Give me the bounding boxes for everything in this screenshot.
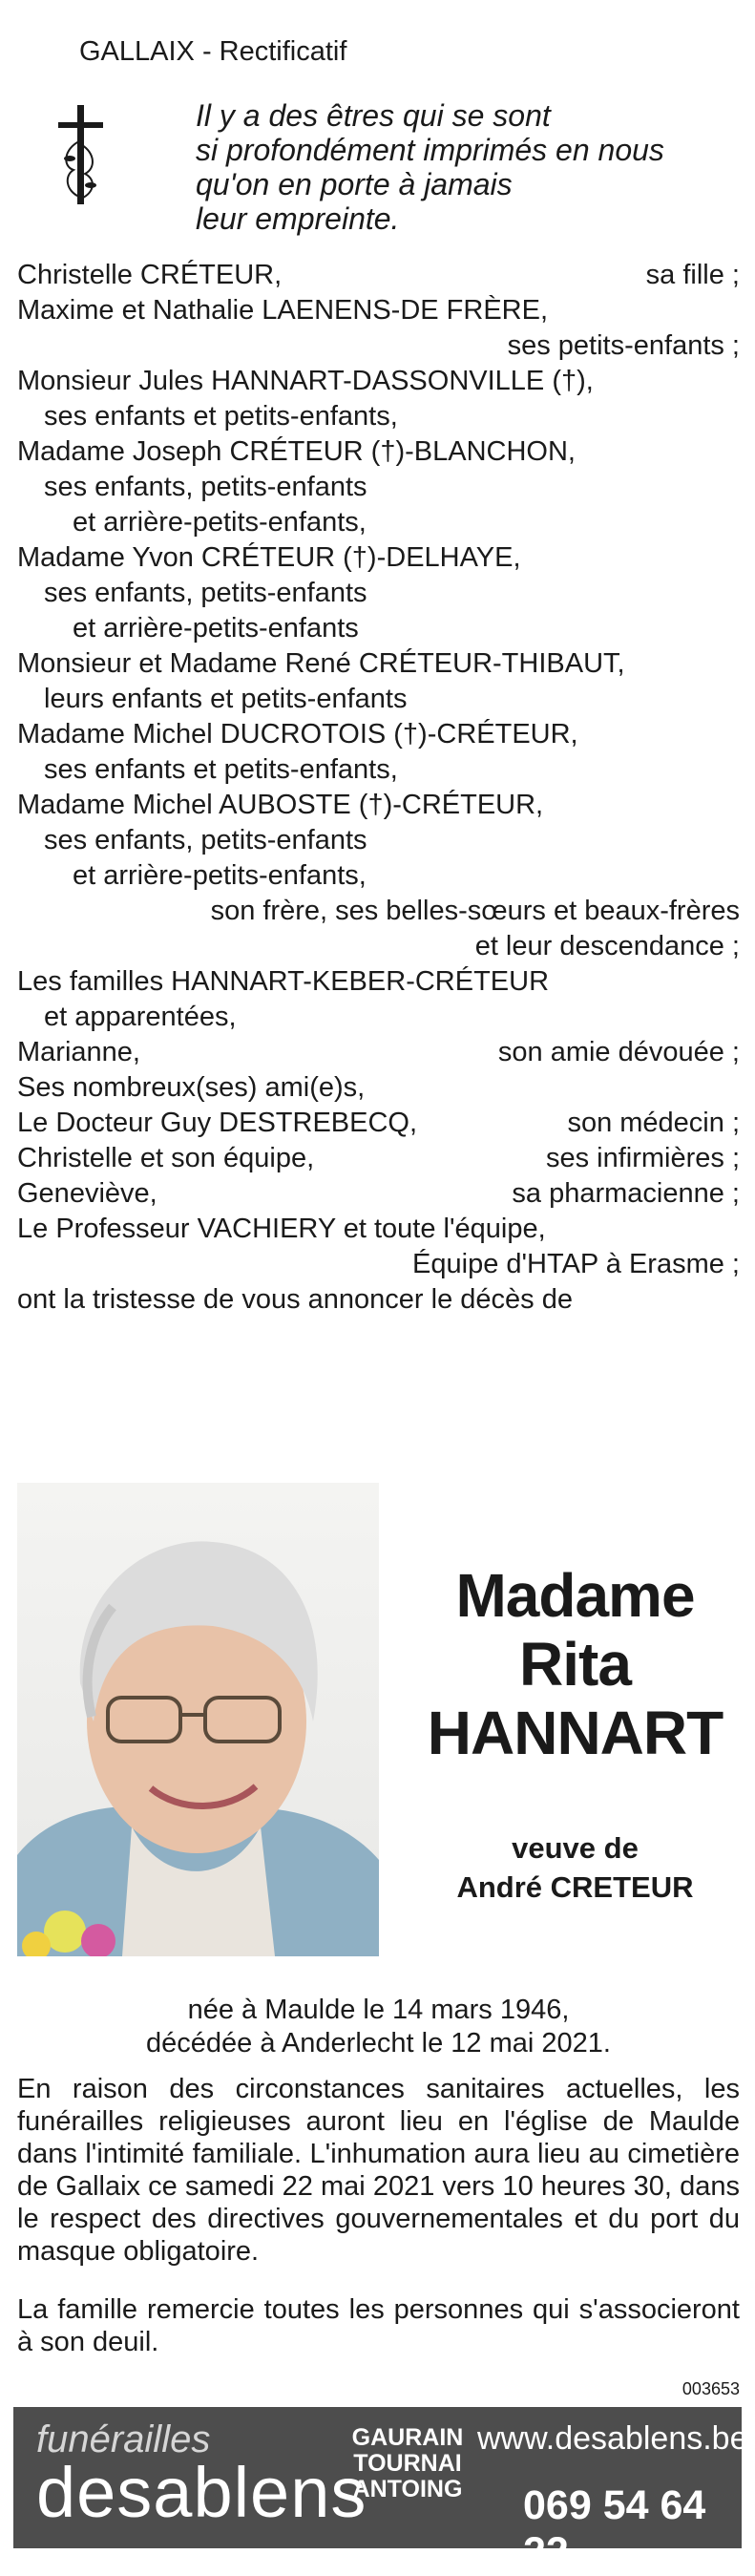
town-gaurain: GAURAIN (351, 2424, 464, 2451)
family-line (17, 1035, 740, 1070)
family-name: ont la tristesse de vous annoncer le décès de (17, 1284, 573, 1315)
footer-brand: desablens (36, 2453, 367, 2532)
family-line (17, 717, 740, 752)
family-name: Monsieur Jules HANNART-DASSONVILLE (†), (17, 366, 594, 396)
widow-of (410, 1828, 740, 1907)
family-name: Geneviève, (17, 1178, 157, 1209)
family-line (17, 964, 740, 1000)
epitaph-quote (196, 98, 730, 236)
family-line (17, 611, 740, 646)
family-line (17, 1141, 740, 1176)
family-line (17, 1000, 740, 1035)
family-name: Le Professeur VACHIERY et toute l'équipe, (17, 1214, 546, 1244)
family-name: leurs enfants et petits-enfants (44, 684, 408, 714)
family-line (17, 434, 740, 470)
family-line (17, 1070, 740, 1106)
family-name: Le Docteur Guy DESTREBECQ, (17, 1108, 418, 1138)
quote-line: Il y a des êtres qui se sont (196, 98, 551, 133)
family-line (17, 328, 740, 364)
family-line (17, 1106, 740, 1141)
name-title: Madame (455, 1561, 695, 1630)
family-relation: sa pharmacienne ; (512, 1178, 740, 1209)
family-line (17, 752, 740, 788)
family-name: Marianne, (17, 1037, 140, 1067)
birth-date: née à Maulde le 14 mars 1946, (187, 1995, 570, 2025)
town-tournai: TOURNAI (353, 2450, 462, 2477)
family-line (17, 470, 740, 505)
family-name: Les familles HANNART-KEBER-CRÉTEUR (17, 966, 550, 997)
family-name: ses enfants, petits-enfants (44, 472, 367, 502)
footer-website[interactable]: www.desablens.be (477, 2420, 748, 2457)
family-name: et arrière-petits-enfants, (73, 507, 367, 538)
family-relation: son médecin ; (567, 1108, 740, 1138)
family-name: Christelle CRÉTEUR, (17, 260, 283, 290)
last-name: HANNART (427, 1699, 724, 1767)
family-line (17, 646, 740, 682)
family-name: ses enfants et petits-enfants, (44, 754, 398, 785)
family-line (17, 682, 740, 717)
family-name: Maxime et Nathalie LAENENS-DE FRÈRE, (17, 295, 548, 326)
family-line (17, 788, 740, 823)
thanks-paragraph: La famille remercie toutes les personnes qui s'associeront à son deuil. (17, 2294, 740, 2357)
family-line (17, 364, 740, 399)
funeral-details: En raison des circonstances sanitaires actuelles, les funérailles religieuses auront lieu en l'église de Maulde dans l'intimité familiale. L'inhumation aura lieu au cimetière de Gallaix ce samedi 22 mai 2021 vers 10 heures 30, dans le respect des directives gouvernementales et du port du masque obligatoire. (17, 2074, 740, 2267)
family-line (17, 823, 740, 858)
family-line (17, 505, 740, 540)
family-relation: ses petits-enfants ; (507, 330, 740, 361)
family-line (17, 858, 740, 894)
family-name: et arrière-petits-enfants (73, 613, 359, 644)
family-relation: et leur descendance ; (474, 931, 740, 961)
family-name: et apparentées, (44, 1002, 237, 1032)
family-relation: son frère, ses belles-sœurs et beaux-frères (210, 896, 740, 926)
family-line (17, 1247, 740, 1282)
family-name: Madame Michel AUBOSTE (†)-CRÉTEUR, (17, 790, 544, 820)
family-line (17, 929, 740, 964)
spouse-name: André CRETEUR (456, 1870, 694, 1904)
widow-label: veuve de (512, 1831, 639, 1865)
quote-line: si profondément imprimés en nous (196, 133, 664, 167)
first-name: Rita (519, 1630, 631, 1699)
family-line (17, 1176, 740, 1212)
family-line (17, 399, 740, 434)
family-relation: ses infirmières ; (545, 1143, 740, 1173)
deceased-name (410, 1561, 740, 1767)
family-list (17, 258, 740, 1318)
footer-towns (323, 2425, 493, 2502)
deceased-photo (17, 1483, 379, 1956)
family-line (17, 1212, 740, 1247)
family-relation: sa fille ; (645, 260, 740, 290)
life-dates (17, 1994, 740, 2060)
death-date: décédée à Anderlecht le 12 mai 2021. (146, 2028, 611, 2059)
town-antoing: ANTOING (352, 2476, 463, 2502)
reference-number: 003653 (682, 2379, 740, 2398)
family-line (17, 576, 740, 611)
family-line (17, 1282, 740, 1318)
family-relation: son amie dévouée ; (497, 1037, 740, 1067)
notice-title: GALLAIX - Rectificatif (79, 36, 347, 67)
family-name: Ses nombreux(ses) ami(e)s, (17, 1072, 366, 1103)
family-line (17, 258, 740, 293)
quote-line: qu'on en porte à jamais (196, 167, 513, 201)
portrait-illustration (17, 1483, 379, 1956)
footer-phone[interactable]: 069 54 64 22 (523, 2482, 706, 2575)
family-relation: Équipe d'HTAP à Erasme ; (412, 1249, 740, 1279)
cross-icon (52, 103, 110, 208)
family-name: ses enfants, petits-enfants (44, 578, 367, 608)
family-name: ses enfants et petits-enfants, (44, 401, 398, 432)
family-name: Madame Yvon CRÉTEUR (†)-DELHAYE, (17, 542, 521, 573)
family-name: ses enfants, petits-enfants (44, 825, 367, 855)
family-name: Christelle et son équipe, (17, 1143, 315, 1173)
family-name: et arrière-petits-enfants, (73, 860, 367, 891)
family-line (17, 894, 740, 929)
family-name: Madame Joseph CRÉTEUR (†)-BLANCHON, (17, 436, 576, 467)
family-name: Madame Michel DUCROTOIS (†)-CRÉTEUR, (17, 719, 578, 750)
family-name: Monsieur et Madame René CRÉTEUR-THIBAUT, (17, 648, 625, 679)
quote-line: leur empreinte. (196, 201, 400, 236)
family-line (17, 540, 740, 576)
family-line (17, 293, 740, 328)
footer-funerailles: funérailles (36, 2418, 211, 2460)
